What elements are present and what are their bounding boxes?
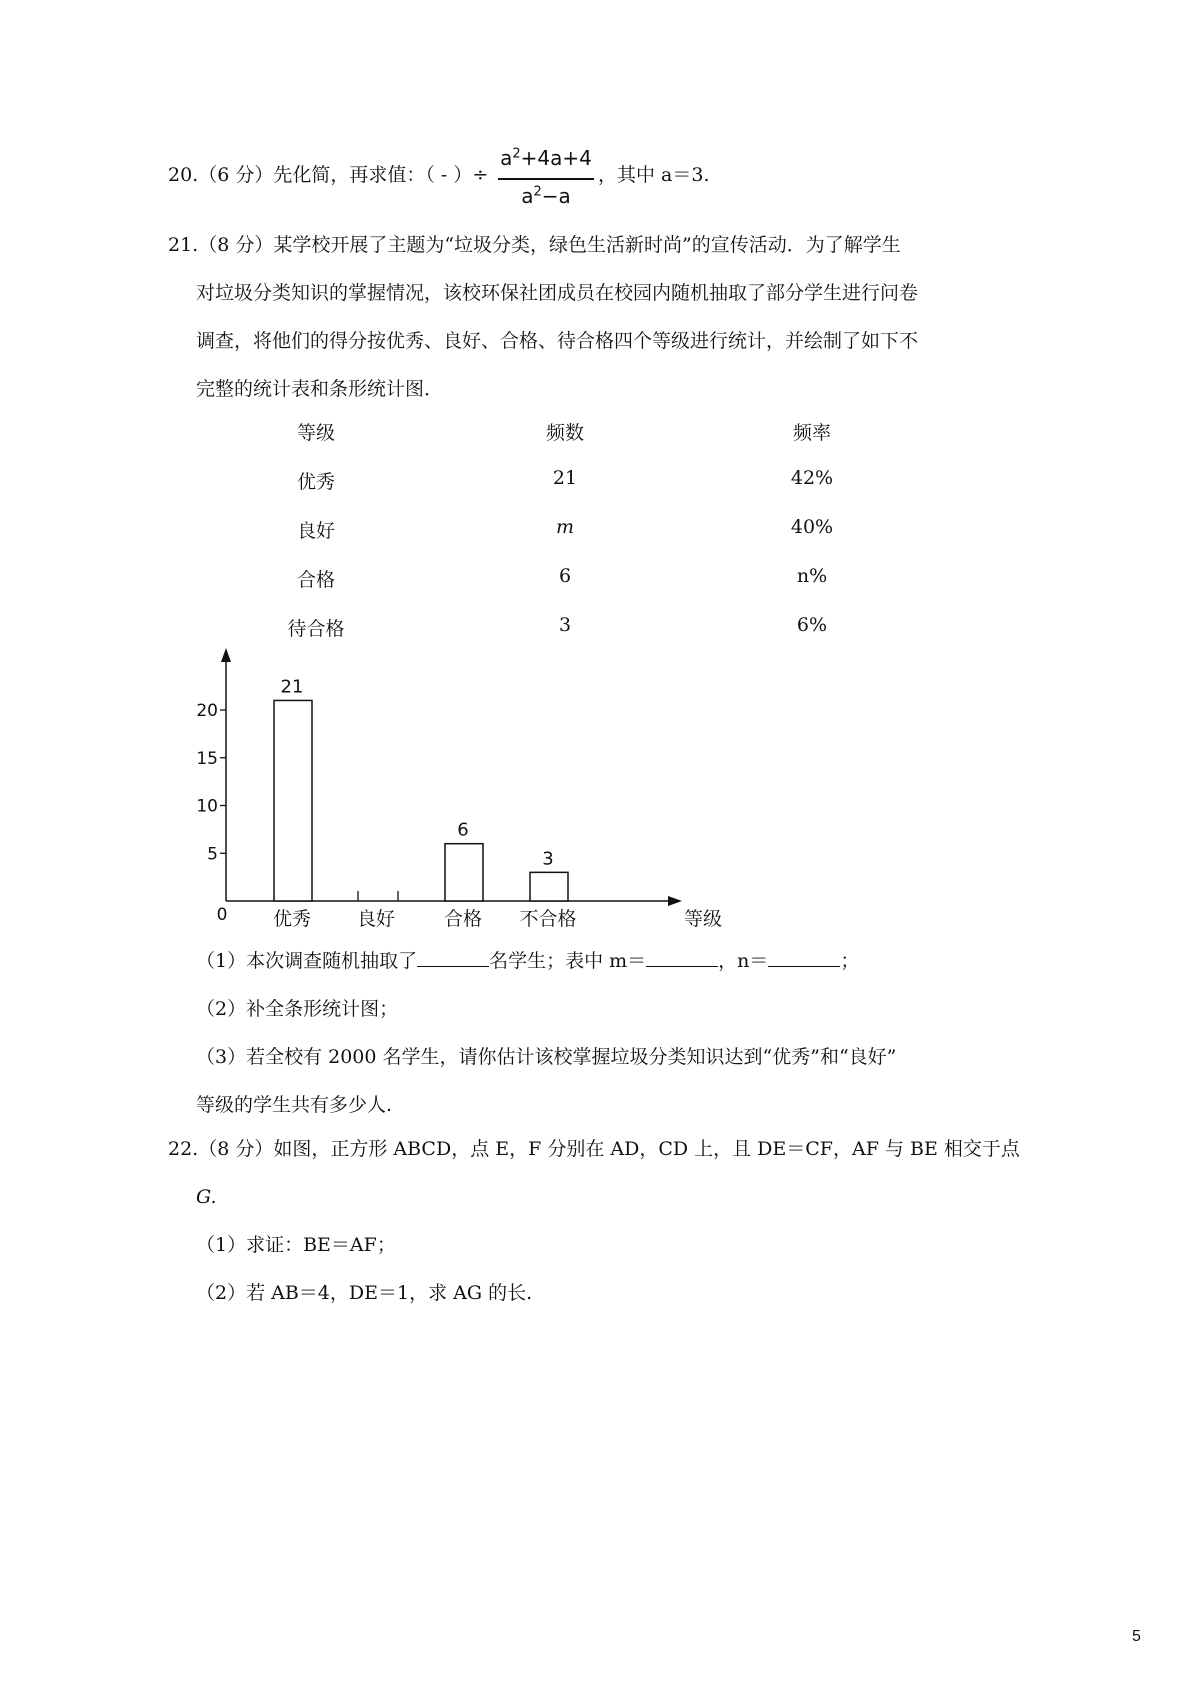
x-category-label: 优秀 [272, 908, 312, 930]
table-cell: 合格 [296, 569, 335, 591]
answer-blank [646, 948, 718, 967]
x-category-label: 良好 [356, 908, 396, 930]
bar-data-label: 6 [457, 819, 469, 841]
table-cell: 21 [552, 467, 578, 489]
table-header: 频率 [792, 422, 831, 444]
q22-line-2: G. [196, 1186, 217, 1208]
table-header: 等级 [296, 422, 335, 444]
q21-sub1-c: ，n＝ [718, 950, 769, 972]
y-tick-label: 5 [207, 844, 218, 865]
q21-sub2: （2）补全条形统计图； [196, 998, 399, 1020]
table-cell: 待合格 [287, 618, 345, 640]
bar [445, 844, 483, 901]
q21-line-2: 对垃圾分类知识的掌握情况，该校环保社团成员在校园内随机抽取了部分学生进行问卷 [196, 282, 919, 304]
q21-sub1-b: 名学生；表中 m＝ [489, 950, 647, 972]
q20-suffix: ，其中 a＝3. [598, 164, 710, 186]
table-cell: 42% [790, 467, 834, 489]
q21-sub3-line-1: （3）若全校有 2000 名学生，请你估计该校掌握垃圾分类知识达到“优秀”和“良好” [196, 1046, 897, 1068]
table-cell: 40% [790, 516, 834, 538]
table-header: 频数 [545, 422, 584, 444]
origin-label: 0 [216, 905, 228, 925]
y-tick-label: 10 [196, 796, 218, 817]
q20-denominator: $a^2-a$ [521, 184, 571, 208]
bar [274, 700, 312, 901]
q20-numerator: $a^2+4a+4$ [500, 146, 592, 170]
table-cell: 6 [558, 565, 572, 587]
bar-data-label: 3 [542, 848, 554, 870]
q20-prefix: 20.（6 分）先化简，再求值：（ - ）÷ [168, 164, 489, 186]
q21-sub1-d: ； [840, 950, 860, 972]
table-cell: 良好 [296, 520, 335, 542]
answer-blank [768, 948, 840, 967]
q22-sub1: （1）求证：BE＝AF； [196, 1234, 396, 1256]
page-number: 5 [1132, 1628, 1141, 1645]
q21-sub1-a: （1）本次调查随机抽取了 [196, 950, 418, 972]
q21-sub1 [196, 948, 859, 974]
y-axis-arrow [221, 648, 231, 662]
y-tick-label: 20 [196, 701, 218, 721]
q21-line-1: 21.（8 分）某学校开展了主题为“垃圾分类，绿色生活新时尚”的宣传活动．为了解学生 [168, 234, 901, 256]
x-axis-label: 等级 [683, 908, 723, 930]
x-axis-arrow [668, 896, 682, 906]
bar [530, 872, 568, 901]
x-category-label: 不合格 [519, 908, 577, 930]
q22-sub2: （2）若 AB＝4，DE＝1，求 AG 的长. [196, 1282, 533, 1304]
q21-line-3: 调查，将他们的得分按优秀、良好、合格、待合格四个等级进行统计，并绘制了如下不 [196, 330, 919, 352]
y-tick-label: 15 [196, 748, 218, 769]
table-cell: m [555, 516, 575, 538]
table-cell: 3 [558, 614, 572, 636]
q21-sub3-line-2: 等级的学生共有多少人. [196, 1094, 393, 1116]
x-category-label: 合格 [443, 908, 483, 930]
q21-line-4: 完整的统计表和条形统计图． [196, 378, 444, 400]
table-cell: n% [796, 565, 828, 587]
bar-data-label: 21 [280, 676, 304, 698]
table-cell: 6% [796, 614, 828, 636]
answer-blank [417, 948, 489, 967]
q22-line-1: 22.（8 分）如图，正方形 ABCD，点 E，F 分别在 AD，CD 上，且 DE＝CF，AF 与 BE 相交于点 [168, 1138, 1020, 1160]
table-cell: 优秀 [296, 471, 335, 493]
